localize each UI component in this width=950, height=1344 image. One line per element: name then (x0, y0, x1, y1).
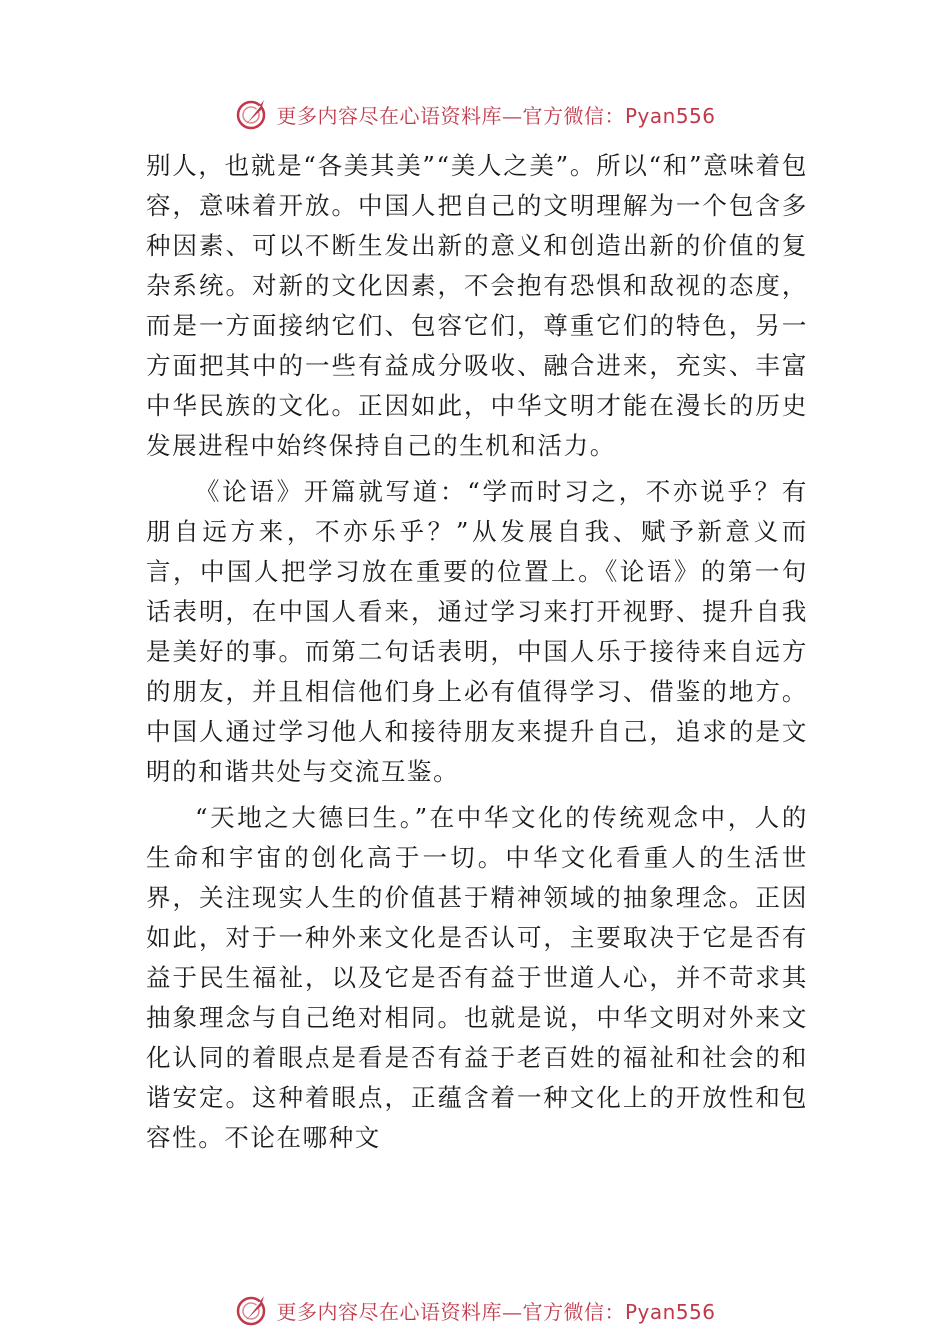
header-dash: — (501, 103, 523, 128)
paragraph-1: 别人，也就是“各美其美”“美人之美”。所以“和”意味着包容，意味着开放。中国人把自己的文明理解为一个包含多种因素、可以不断生发出新的意义和创造出新的价值的复杂系统。对新的文化因素，不会抱有恐惧和敌视的态度，而是一方面接纳它们、包容它们，尊重它们的特色，另一方面把其中的一些有益成分吸收、融合进来，充实、丰富中华民族的文化。正因如此，中华文明才能在漫长的历史发展进程中始终保持自己的生机和活力。 (146, 151, 808, 460)
footer-banner-text (276, 1296, 715, 1325)
paragraph-2: 《论语》开篇就写道：“学而时习之，不亦说乎？有朋自远方来，不亦乐乎？”从发展自我、赋予新意义而言，中国人把学习放在重要的位置上。《论语》的第一句话表明，在中国人看来，通过学习来打开视野、提升自我是美好的事。而第二句话表明，中国人乐于接待来自远方的朋友，并且相信他们身上必有值得学习、借鉴的地方。中国人通过学习他人和接待朋友来提升自己，追求的是文明的和谐共处与交流互鉴。 (146, 477, 808, 786)
header-banner (0, 94, 950, 134)
header-wechat-label: 官方微信： (522, 103, 625, 128)
header-wechat-id: Pyan556 (624, 103, 716, 128)
header-brand: 更多内容尽在心语资料库 (276, 103, 502, 128)
footer-wechat-id: Pyan556 (624, 1299, 716, 1324)
footer-dash: — (501, 1299, 523, 1324)
header-banner-text (276, 100, 715, 129)
paragraph-3: “天地之大德曰生。”在中华文化的传统观念中，人的生命和宇宙的创化高于一切。中华文化看重人的生活世界，关注现实人生的价值甚于精神领域的抽象理念。正因如此，对于一种外来文化是否认可，主要取决于它是否有益于民生福祉，以及它是否有益于世道人心，并不苛求其抽象理念与自己绝对相同。也就是说，中华文明对外来文化认同的着眼点是看是否有益于老百姓的福祉和社会的和谐安定。这种着眼点，正蕴含着一种文化上的开放性和包容性。不论在哪种文 (146, 803, 808, 1152)
document-body (146, 146, 808, 1158)
quill-logo-icon (234, 96, 270, 132)
footer-wechat-label: 官方微信： (522, 1299, 625, 1324)
footer-brand: 更多内容尽在心语资料库 (276, 1299, 502, 1324)
quill-logo-icon (234, 1292, 270, 1328)
footer-banner (0, 1290, 950, 1330)
